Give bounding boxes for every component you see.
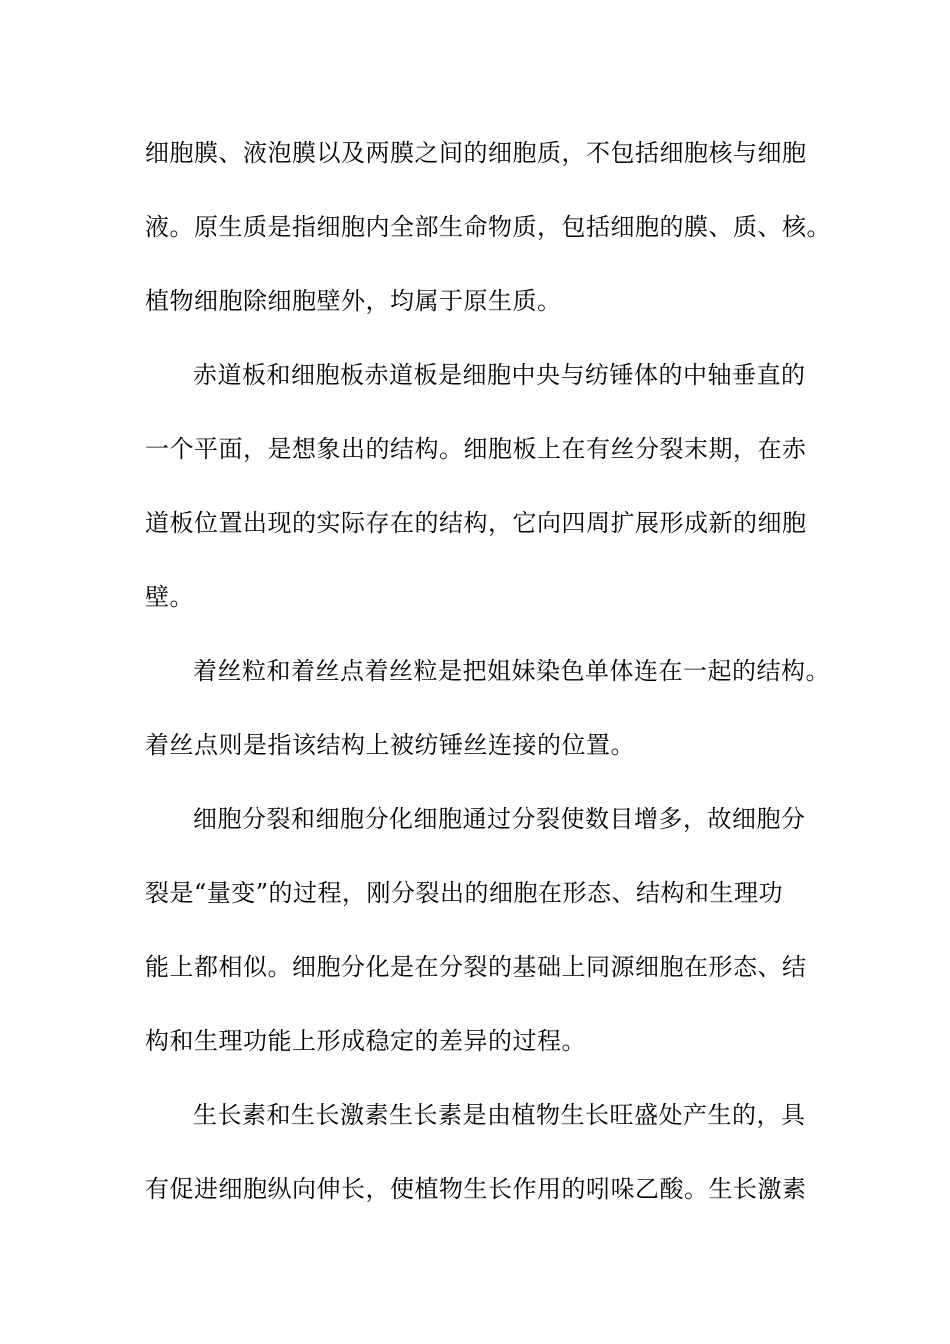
paragraph-first-line: 生长素和生长激素生长素是由植物生长旺盛处产生的，具 bbox=[193, 1101, 806, 1129]
paragraph-first-line: 着丝粒和着丝点着丝粒是把姐妹染色单体连在一起的结构。 bbox=[193, 657, 830, 685]
text-line: 构和生理功能上形成稳定的差异的过程。 bbox=[145, 1027, 586, 1055]
paragraph-first-line: 细胞分裂和细胞分化细胞通过分裂使数目增多，故细胞分 bbox=[193, 805, 806, 833]
text-line: 能上都相似。细胞分化是在分裂的基础上同源细胞在形态、结 bbox=[145, 953, 807, 981]
text-line: 壁。 bbox=[145, 583, 194, 611]
text-line: 道板位置出现的实际存在的结构，它向四周扩展形成新的细胞 bbox=[145, 509, 807, 537]
text-line: 有促进细胞纵向伸长，使植物生长作用的吲哚乙酸。生长激素 bbox=[145, 1175, 807, 1203]
text-line: 着丝点则是指该结构上被纺锤丝连接的位置。 bbox=[145, 731, 635, 759]
text-line: 细胞膜、液泡膜以及两膜之间的细胞质，不包括细胞核与细胞 bbox=[145, 139, 807, 167]
text-line: 液。原生质是指细胞内全部生命物质，包括细胞的膜、质、核。 bbox=[145, 213, 831, 241]
text-line: 一个平面，是想象出的结构。细胞板上在有丝分裂末期，在赤 bbox=[145, 435, 807, 463]
text-line: 裂是“量变”的过程，刚分裂出的细胞在形态、结构和生理功 bbox=[145, 879, 784, 907]
text-line: 植物细胞除细胞壁外，均属于原生质。 bbox=[145, 287, 562, 315]
paragraph-first-line: 赤道板和细胞板赤道板是细胞中央与纺锤体的中轴垂直的 bbox=[193, 361, 806, 389]
